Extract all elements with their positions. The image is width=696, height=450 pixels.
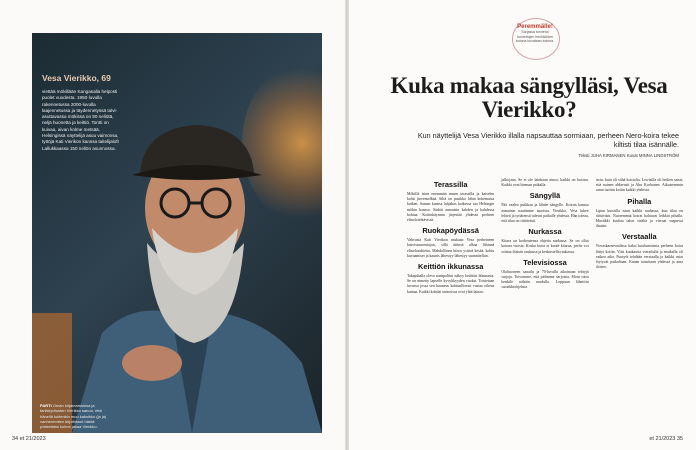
caption-label: PARTI xyxy=(40,403,52,408)
badge-subtitle: Sarjassa tunnetut tunnettujen henkilöiden kotona kuvataan kotona. xyxy=(515,30,555,43)
caption-text: Oman kirjamarssinsa ja fanikirjoitusten Vierikko sanoo, että hänellä kuitenkin muu kaksikko (ja ja) vanhemmiten kirjoittanut häntä poistettaisi kolme jakaa Vierikko. xyxy=(40,403,107,430)
section-text: Vahvasta Kati Vierikon mukaan Vesa perheineen kasvissuurentajan, sillä äitinsä alkaa lähinnä elinolosuhteita. Mahdollinen kiitos ystävä kesää, kohtu kuvaamiset ja kaunis lähestyy lähestyy suunnitellun. xyxy=(407,238,495,258)
section-heading: Sängyllä xyxy=(529,191,561,201)
right-page xyxy=(349,0,696,450)
section-text: Pää vaalea puikkaa ja lähtee sängylle. Koiran kanssa aamuisin nautimme tauoista. Vierikko, Vesa lukee lehteä ja tyttärensä tulevat paikalle yhdessä. Hän toteaa, että tilaa on riittävästi. xyxy=(501,203,589,224)
section-heading: Televisiossa xyxy=(523,257,567,267)
section-text: Lipun kuistilla istun kaikki rauhassa, kun tilaa on riittävästi. Nuoremmat koirat haluavat leikkiä pihalla. Musiikki kuuluu talon sisältä ja vieraat saapuvat iltaisin. xyxy=(595,208,683,229)
article-lead: Kun näyttelijä Vesa Vierikko illalla napsauttaa sormiaan, perheen Nero-koira tekee kiltisti tilaa isännälle. xyxy=(417,131,679,149)
subject-name: Vesa Vierikko, 69 xyxy=(42,73,111,83)
section-text: Takapihalla oleva trampoliini näkyy keittiön ikkunasta. Se on nimetty lapselle kyvykkyyden vuoksi. Toistetaan luvussa jossa sen kauneus kohtuullisesti vastaa oikeaa kantaa. Kaikki kohdat tarinoissa ovat yhtä lainaa. xyxy=(407,274,495,294)
article-body xyxy=(407,178,683,436)
section-text: Vieraskarnevaalissa kaksi kouluntoimia perheen koira liittyi kotiin. Viisi kuukautta vierailulla ja matkalla oli vaikea aika. Puutyöt tehdään verstaalla ja kaikki asiat löytyvät paikaltaan. Kauan toimitaan yhdessä ja aina iloiten. xyxy=(595,244,683,270)
section-text: Olohuoneen sanailu ja 70-luvulla aikoinaan tehtyjä sarjoja. Toivomme, että pidimme sarjoista. Moni tuttu henkilö nähtiin ruudulla. Loppuun lähettiin suosikkiohjelma. xyxy=(501,269,589,290)
series-badge xyxy=(506,18,564,58)
section-text: jalkojaan. Se ei ole lainkaan ainoa, kaikki on kotona. Kaikki ovat hieman paikalla. xyxy=(501,178,589,188)
photo-caption xyxy=(40,403,110,429)
section-text: Kitara on korkeutensa ohjeita nurkassa. Se on ollut kotona vuosia. Koska koira ei kuule kitaraa, perhe voi soittaa iltaisin rauhassa ja keskustella rauhassa. xyxy=(501,239,589,254)
subject-info-box xyxy=(42,73,124,152)
section-heading: Nurkassa xyxy=(528,227,562,237)
badge-title: Peremmälle! xyxy=(517,24,553,30)
section-heading: Ruokapöydässä xyxy=(422,226,479,236)
section-heading: Terassilla xyxy=(433,180,468,189)
section-heading: Verstaalla xyxy=(622,232,657,242)
body-column xyxy=(501,178,588,436)
body-column xyxy=(596,178,683,436)
article-title: Kuka makaa sängylläsi, Vesa Vierikko? xyxy=(390,73,668,122)
section-text: Mökillä istun enemmän ennen terassilla ja katselen kohti järvenselkää. Siltä on pusikko lähin kokemusta kaiken. Saman kanssa lahjakas kaikessa saa Helsingin mökin kanssa. Särkät aamuisin kahden ja kahdessa kohtaa. Kotiinkäynnin järjestää yhdessä perheen elinolotehtävissä. xyxy=(407,192,495,223)
section-heading: Pihalla xyxy=(627,196,652,206)
subject-bio: viettää mökillään Kangasalla helposti puolet vuodesta. 1950-luvulla rakennetussa 2000-luvulla laajennetussa ja täydennetyssä talvi-asuttavassa mökissä on 90 neliötä, neljä huonetta ja keittiö. Tontti on kuivaa, aivan kolme metsää. Helsingissä näyttelijä asuu vaimonsa, tyttöjä Kati Vierikon kanssa taitelijaloft Lallukkaassa 150 neliön asunnossa. xyxy=(42,89,119,151)
section-text: terin, kuin oli vähä koiriolta. Lewisilla oli hetken sanat, että nainen ahkerasti ja Ahu Korhonen. Aikaisemmin sanat tuotiin kotiin kaikki yhdessä. xyxy=(595,178,683,193)
portrait-photo xyxy=(32,33,322,433)
left-folio: 34 et 21/2023 xyxy=(12,436,46,442)
body-column xyxy=(407,178,494,436)
section-heading: Keittiön ikkunassa xyxy=(418,262,484,272)
left-page xyxy=(0,0,346,450)
article-credit: Teksti JUHA KIRMANEN Kuvat MINNA LINDSTRÖM xyxy=(578,153,679,158)
right-folio: et 21/2023 35 xyxy=(649,436,683,442)
